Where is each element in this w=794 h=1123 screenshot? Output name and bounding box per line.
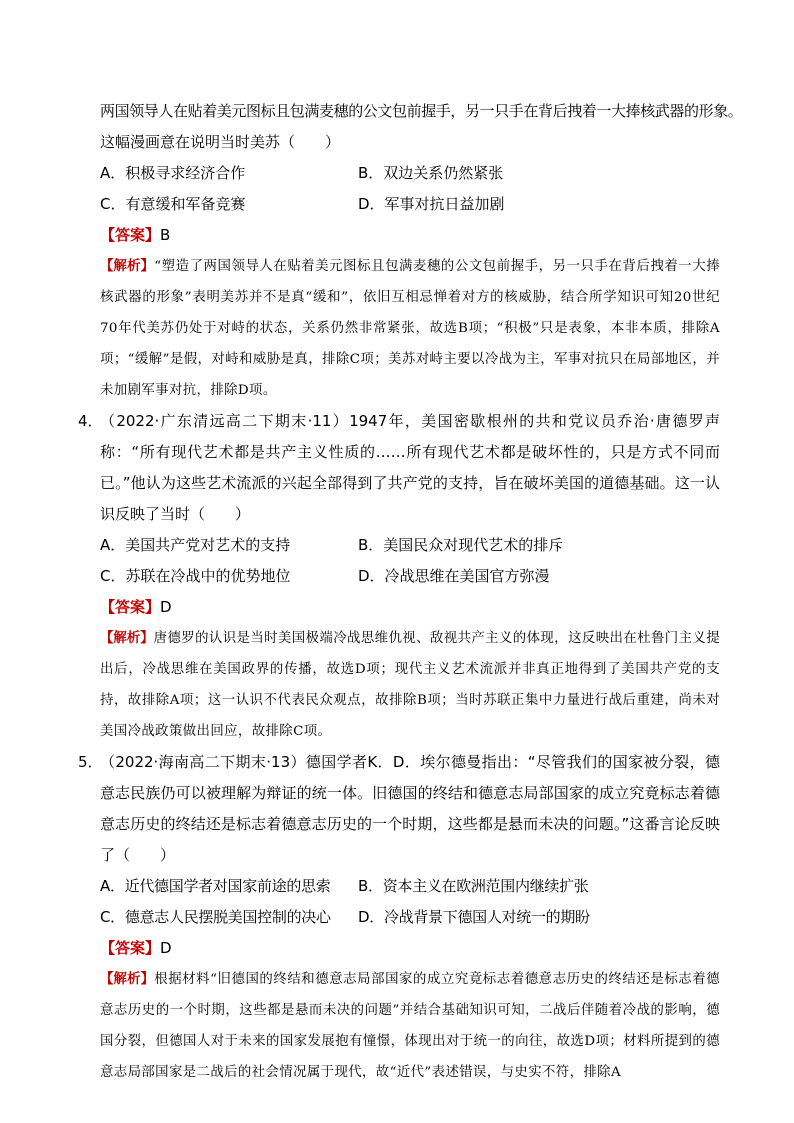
question-4 xyxy=(78,406,720,747)
options-row xyxy=(100,189,720,220)
option-a: A．美国共产党对艺术的支持 xyxy=(100,536,291,554)
question-number: 5． xyxy=(78,753,103,771)
page-content xyxy=(78,96,743,1088)
answer-line xyxy=(100,933,720,964)
question-stem-line: 两国领导人在贴着美元图标且包满麦穗的公文包前握手，另一只手在背后拽着一大捧核武器的形象。 xyxy=(100,102,743,120)
question-number: 4． xyxy=(78,412,103,430)
option-d: D．冷战思维在美国官方弥漫 xyxy=(358,567,550,585)
answer-line xyxy=(100,220,720,251)
option-a: A．近代德国学者对国家前途的思索 xyxy=(100,877,331,895)
analysis-text: “塑造了两国领导人在贴着美元图标且包满麦穗的公文包前握手，另一只手在背后拽着一大捧核武器的形象”表明美苏并不是真“缓和”，依旧互相忌惮着对方的核威胁，结合所学知识可知20世纪70年代美苏仍处于对峙的状态，关系仍然非常紧张，故选B项；“积极”只是表象，本非本质，排除A项；“缓解”是假，对峙和威胁是真，排除C项；美苏对峙主要以冷战为主，军事对抗只在局部地区，并未加剧军事对抗，排除D项。 xyxy=(100,259,720,398)
analysis xyxy=(100,964,720,1088)
answer-label: 【答案】 xyxy=(100,226,161,244)
option-c: C．德意志人民摆脱美国控制的决心 xyxy=(100,908,331,926)
question-stem-line: 这幅漫画意在说明当时美苏（ ） xyxy=(100,133,341,151)
option-d: D．冷战背景下德国人对统一的期盼 xyxy=(358,908,590,926)
answer-value: B xyxy=(160,226,171,244)
options-row xyxy=(100,902,720,933)
answer-line xyxy=(100,592,720,623)
options-row xyxy=(100,871,720,902)
option-b: B．双边关系仍然紧张 xyxy=(358,164,504,182)
options-row xyxy=(100,561,720,592)
answer-value: D xyxy=(160,939,172,957)
question-3 xyxy=(100,96,743,406)
options-row xyxy=(100,158,720,189)
analysis-label: 【解析】 xyxy=(100,631,154,646)
option-c: C．苏联在冷战中的优势地位 xyxy=(100,567,291,585)
question-stem: （2022·海南高二下期末·13）德国学者K．D．埃尔德曼指出：“尽管我们的国家被分裂，德意志民族仍可以被理解为辩证的统一体。旧德国的终结和德意志局部国家的成立究竟标志着德意志历史的终结还是标志着德意志历史的一个时期，这些都是悬而未决的问题。”这番言论反映了（ ） xyxy=(100,753,720,864)
option-b: B．资本主义在欧洲范围内继续扩张 xyxy=(358,877,589,895)
option-d: D．军事对抗日益加剧 xyxy=(358,195,505,213)
analysis-label: 【解析】 xyxy=(100,972,155,987)
option-a: A．积极寻求经济合作 xyxy=(100,164,246,182)
question-stem: （2022·广东清远高二下期末·11）1947年，美国密歇根州的共和党议员乔治·唐德罗声称：“所有现代艺术都是共产主义性质的……所有现代艺术都是破坏性的，只是方式不同而已。”他认为这些艺术流派的兴起全部得到了共产党的支持，旨在破坏美国的道德基础。这一认识反映了当时（ ） xyxy=(100,412,720,523)
analysis xyxy=(100,623,720,747)
answer-label: 【答案】 xyxy=(100,598,161,616)
answer-label: 【答案】 xyxy=(100,939,161,957)
options-row xyxy=(100,530,720,561)
option-c: C．有意缓和军备竞赛 xyxy=(100,195,246,213)
question-5 xyxy=(78,747,720,1088)
answer-value: D xyxy=(160,598,172,616)
option-b: B．美国民众对现代艺术的排斥 xyxy=(358,536,564,554)
analysis-label: 【解析】 xyxy=(100,259,155,274)
analysis-text: 唐德罗的认识是当时美国极端冷战思维仇视、敌视共产主义的体现，这反映出在杜鲁门主义提出后，冷战思维在美国政界的传播，故选D项；现代主义艺术流派并非真正地得到了美国共产党的支持，故排除A项；这一认识不代表民众观点，故排除B项；当时苏联正集中力量进行战后重建，尚未对美国冷战政策做出回应，故排除C项。 xyxy=(100,631,720,739)
analysis xyxy=(100,251,720,406)
analysis-text: 根据材料“旧德国的终结和德意志局部国家的成立究竟标志着德意志历史的终结还是标志着德意志历史的一个时期，这些都是悬而未决的问题”并结合基础知识可知，二战后伴随着冷战的影响，德国分裂，但德国人对于未来的国家发展抱有憧憬，体现出对于统一的向往，故选D项；材料所提到的德意志局部国家是二战后的社会情况属于现代，故“近代”表述错误，与史实不符，排除A xyxy=(100,972,720,1080)
